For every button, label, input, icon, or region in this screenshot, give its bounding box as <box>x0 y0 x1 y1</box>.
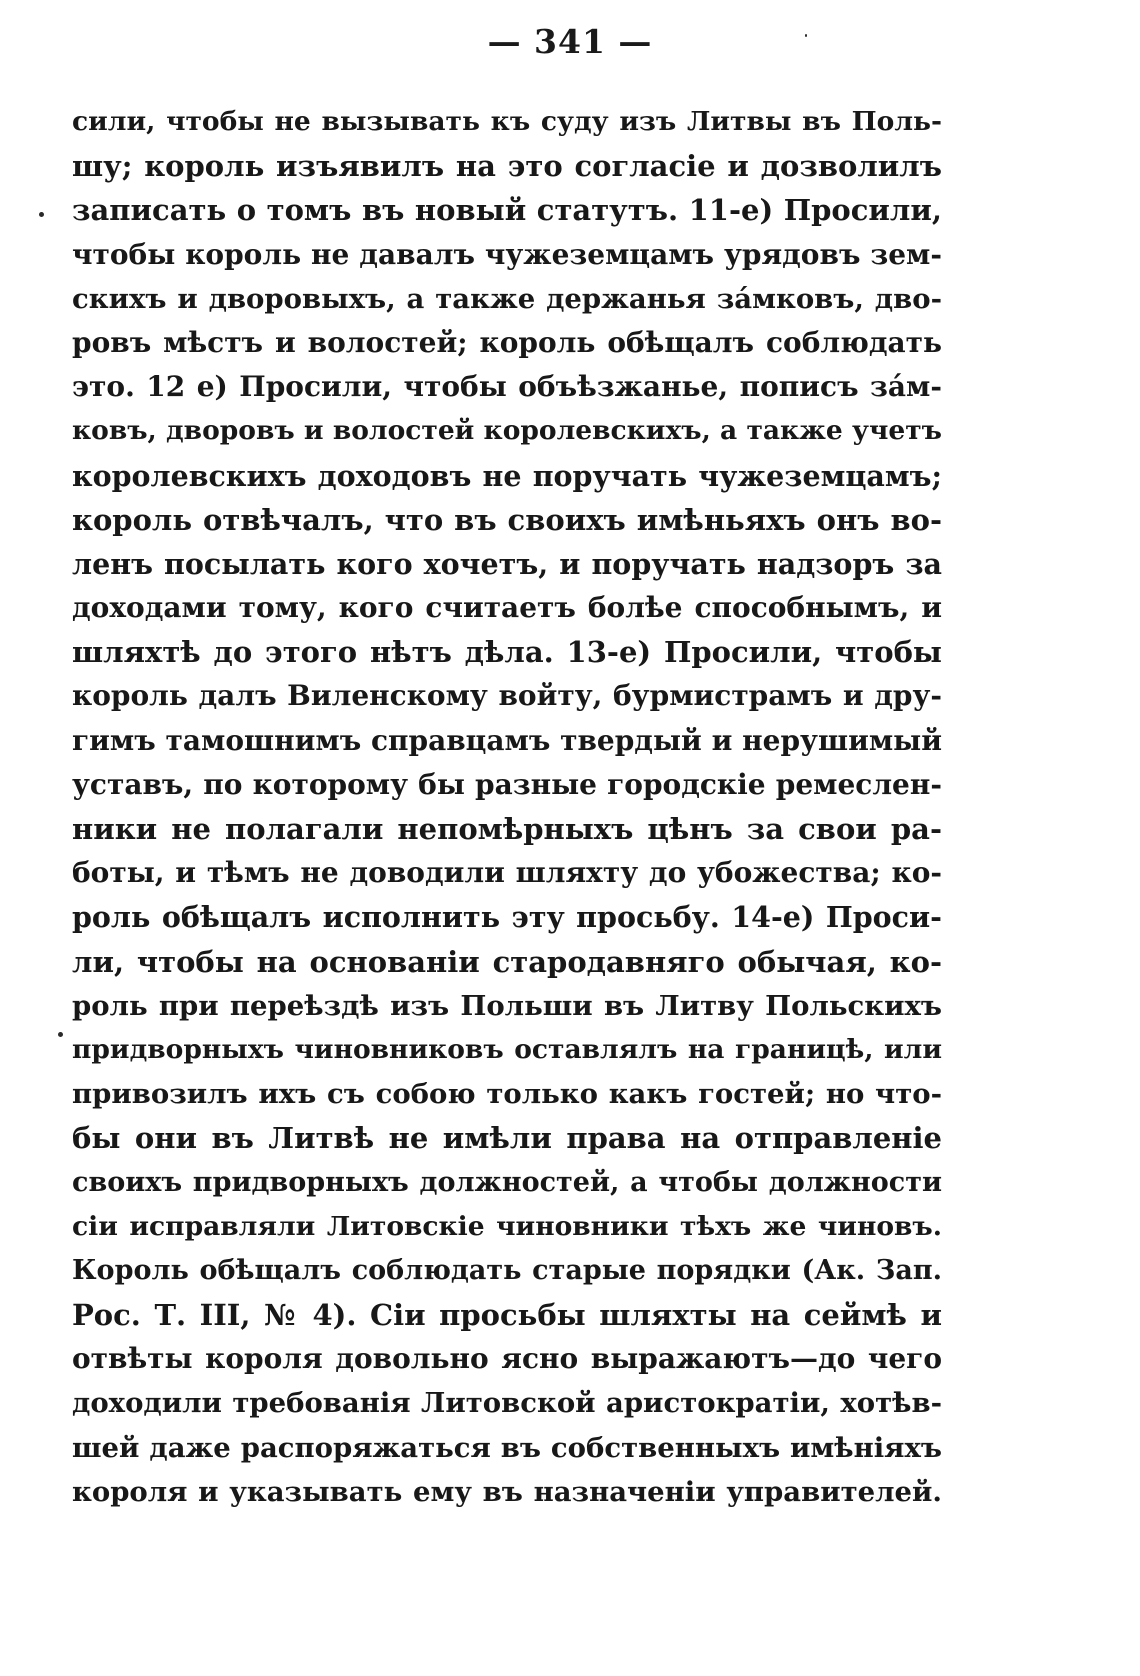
text-line: ленъ посылать кого хочетъ, и поручать надзоръ за <box>72 546 942 581</box>
text-line: придворныхъ чиновниковъ оставлялъ на границѣ, или <box>72 1033 942 1065</box>
text-line: своихъ придворныхъ должностей, а чтобы должности <box>72 1166 942 1198</box>
print-speck <box>58 1032 63 1037</box>
text-line: сили, чтобы не вызывать къ суду изъ Литвы въ Поль- <box>72 106 942 137</box>
text-line: гимъ тамошнимъ справцамъ твердый и нерушимый <box>72 723 942 757</box>
text-line: ковъ, дворовъ и волостей королевскихъ, а также учетъ <box>72 415 942 447</box>
body-text <box>72 100 942 1514</box>
text-line: Рос. Т. III, № 4). Сіи просьбы шляхты на сеймѣ и <box>72 1298 942 1333</box>
text-line: это. 12 е) Просили, чтобы объѣзжанье, пописъ за́м- <box>72 370 942 404</box>
print-speck <box>39 212 44 217</box>
text-line: отвѣты короля довольно ясно выражаютъ—до чего <box>72 1342 942 1376</box>
text-line: сіи исправляли Литовскіе чиновники тѣхъ же чиновъ. <box>72 1210 942 1242</box>
text-line: ровъ мѣстъ и волостей; король обѣщалъ соблюдать <box>72 325 942 359</box>
text-line: записать о томъ въ новый статутъ. 11-е) Просили, <box>72 193 942 228</box>
text-line: шу; король изъявилъ на это согласіе и дозволилъ <box>72 149 942 184</box>
text-line: уставъ, по которому бы разные городскіе ремеслен- <box>72 767 942 801</box>
text-line: король далъ Виленскому войту, бурмистрамъ и дру- <box>72 679 942 713</box>
text-line: королевскихъ доходовъ не поручать чужеземцамъ; <box>72 458 942 493</box>
text-line: боты, и тѣмъ не доводили шляхту до убожества; ко- <box>72 856 942 890</box>
text-line: роль при переѣздѣ изъ Польши въ Литву Польскихъ <box>72 989 942 1022</box>
text-line: ли, чтобы на основаніи стародавняго обычая, ко- <box>72 944 942 979</box>
text-line: король отвѣчалъ, что въ своихъ имѣньяхъ онъ во- <box>72 502 942 537</box>
text-line: шляхтѣ до этого нѣтъ дѣла. 13-е) Просили, чтобы <box>72 635 942 670</box>
text-line: доходами тому, кого считаетъ болѣе способнымъ, и <box>72 591 942 625</box>
page-number: — 341 — <box>487 22 653 61</box>
text-line: шей даже распоряжаться въ собственныхъ имѣніяхъ <box>72 1431 942 1464</box>
text-line: ники не полагали непомѣрныхъ цѣнъ за свои ра- <box>72 812 942 846</box>
text-line: скихъ и дворовыхъ, а также держанья за́мковъ, дво- <box>72 282 942 315</box>
text-line: доходили требованія Литовской аристократіи, хотѣв- <box>72 1387 942 1420</box>
text-line: короля и указывать ему въ назначеніи управителей. <box>72 1475 942 1508</box>
text-line: чтобы король не давалъ чужеземцамъ урядовъ зем- <box>72 237 942 271</box>
text-line: бы они въ Литвѣ не имѣли права на отправленіе <box>72 1121 942 1156</box>
text-line: роль обѣщалъ исполнить эту просьбу. 14-е) Проси- <box>72 900 942 935</box>
text-line: Король обѣщалъ соблюдать старые порядки (Ак. Зап. <box>72 1254 942 1286</box>
text-line: привозилъ ихъ съ собою только какъ гостей; но что- <box>72 1078 942 1111</box>
print-speck <box>805 34 807 37</box>
